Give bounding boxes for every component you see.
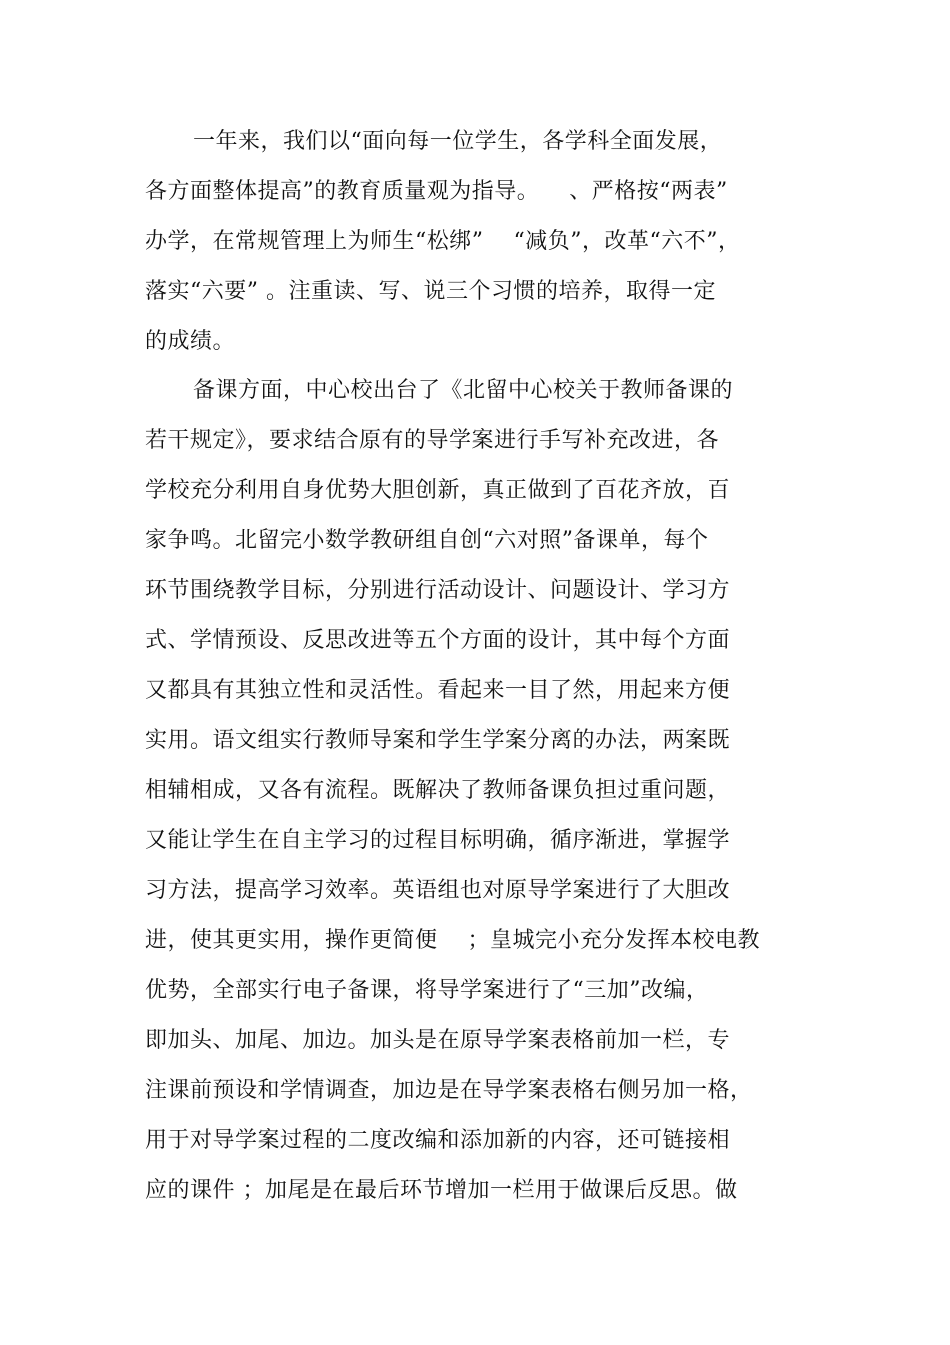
paragraph-2-line-11: 习方法，提高学习效率。英语组也对原导学案进行了大胆改 — [145, 878, 731, 903]
paragraph-1-line-2: 各方面整体提高”的教育质量观为指导。 、严格按“两表” — [145, 179, 728, 204]
paragraph-1-line-3: 办学，在常规管理上为师生“松绑” “减负”，改革“六不”， — [145, 229, 741, 254]
paragraph-2-line-7: 又都具有其独立性和灵活性。看起来一目了然，用起来方便 — [145, 678, 731, 703]
paragraph-2-line-15: 注课前预设和学情调查，加边是在导学案表格右侧另加一格， — [145, 1078, 753, 1103]
paragraph-2-line-16: 用于对导学案过程的二度改编和添加新的内容，还可链接相 — [145, 1128, 731, 1153]
paragraph-2-line-12: 进，使其更实用，操作更简便 ；皇城完小充分发挥本校电教 — [145, 928, 760, 953]
paragraph-2-line-6: 式、学情预设、反思改进等五个方面的设计，其中每个方面 — [145, 628, 731, 653]
paragraph-2-line-17: 应的课件 ；加尾是在最后环节增加一栏用于做课后反思。做 — [145, 1178, 738, 1203]
paragraph-2-line-10: 又能让学生在自主学习的过程目标明确，循序渐进，掌握学 — [145, 828, 731, 853]
paragraph-2-line-13: 优势，全部实行电子备课，将导学案进行了“三加”改编， — [145, 978, 709, 1003]
paragraph-1-line-1: 一年来，我们以“面向每一位学生，各学科全面发展， — [193, 129, 723, 154]
paragraph-1-line-5: 的成绩。 — [145, 329, 236, 354]
paragraph-2-line-2: 若干规定》，要求结合原有的导学案进行手写补充改进，各 — [145, 428, 720, 453]
paragraph-2-line-1: 备课方面，中心校出台了《北留中心校关于教师备课的 — [193, 378, 734, 403]
paragraph-2-line-9: 相辅相成，又各有流程。既解决了教师备课负担过重问题， — [145, 778, 731, 803]
paragraph-2-line-5: 环节围绕教学目标，分别进行活动设计、问题设计、学习方 — [145, 578, 731, 603]
paragraph-1-line-4: 落实“六要” 。注重读、写、说三个习惯的培养，取得一定 — [145, 279, 716, 304]
paragraph-2-line-4: 家争鸣。北留完小数学教研组自创“六对照”备课单，每个 — [145, 528, 709, 553]
paragraph-2-line-14: 即加头、加尾、加边。加头是在原导学案表格前加一栏，专 — [145, 1028, 731, 1053]
paragraph-2-line-3: 学校充分利用自身优势大胆创新，真正做到了百花齐放，百 — [145, 478, 731, 503]
paragraph-2-line-8: 实用。语文组实行教师导案和学生学案分离的办法，两案既 — [145, 728, 731, 753]
